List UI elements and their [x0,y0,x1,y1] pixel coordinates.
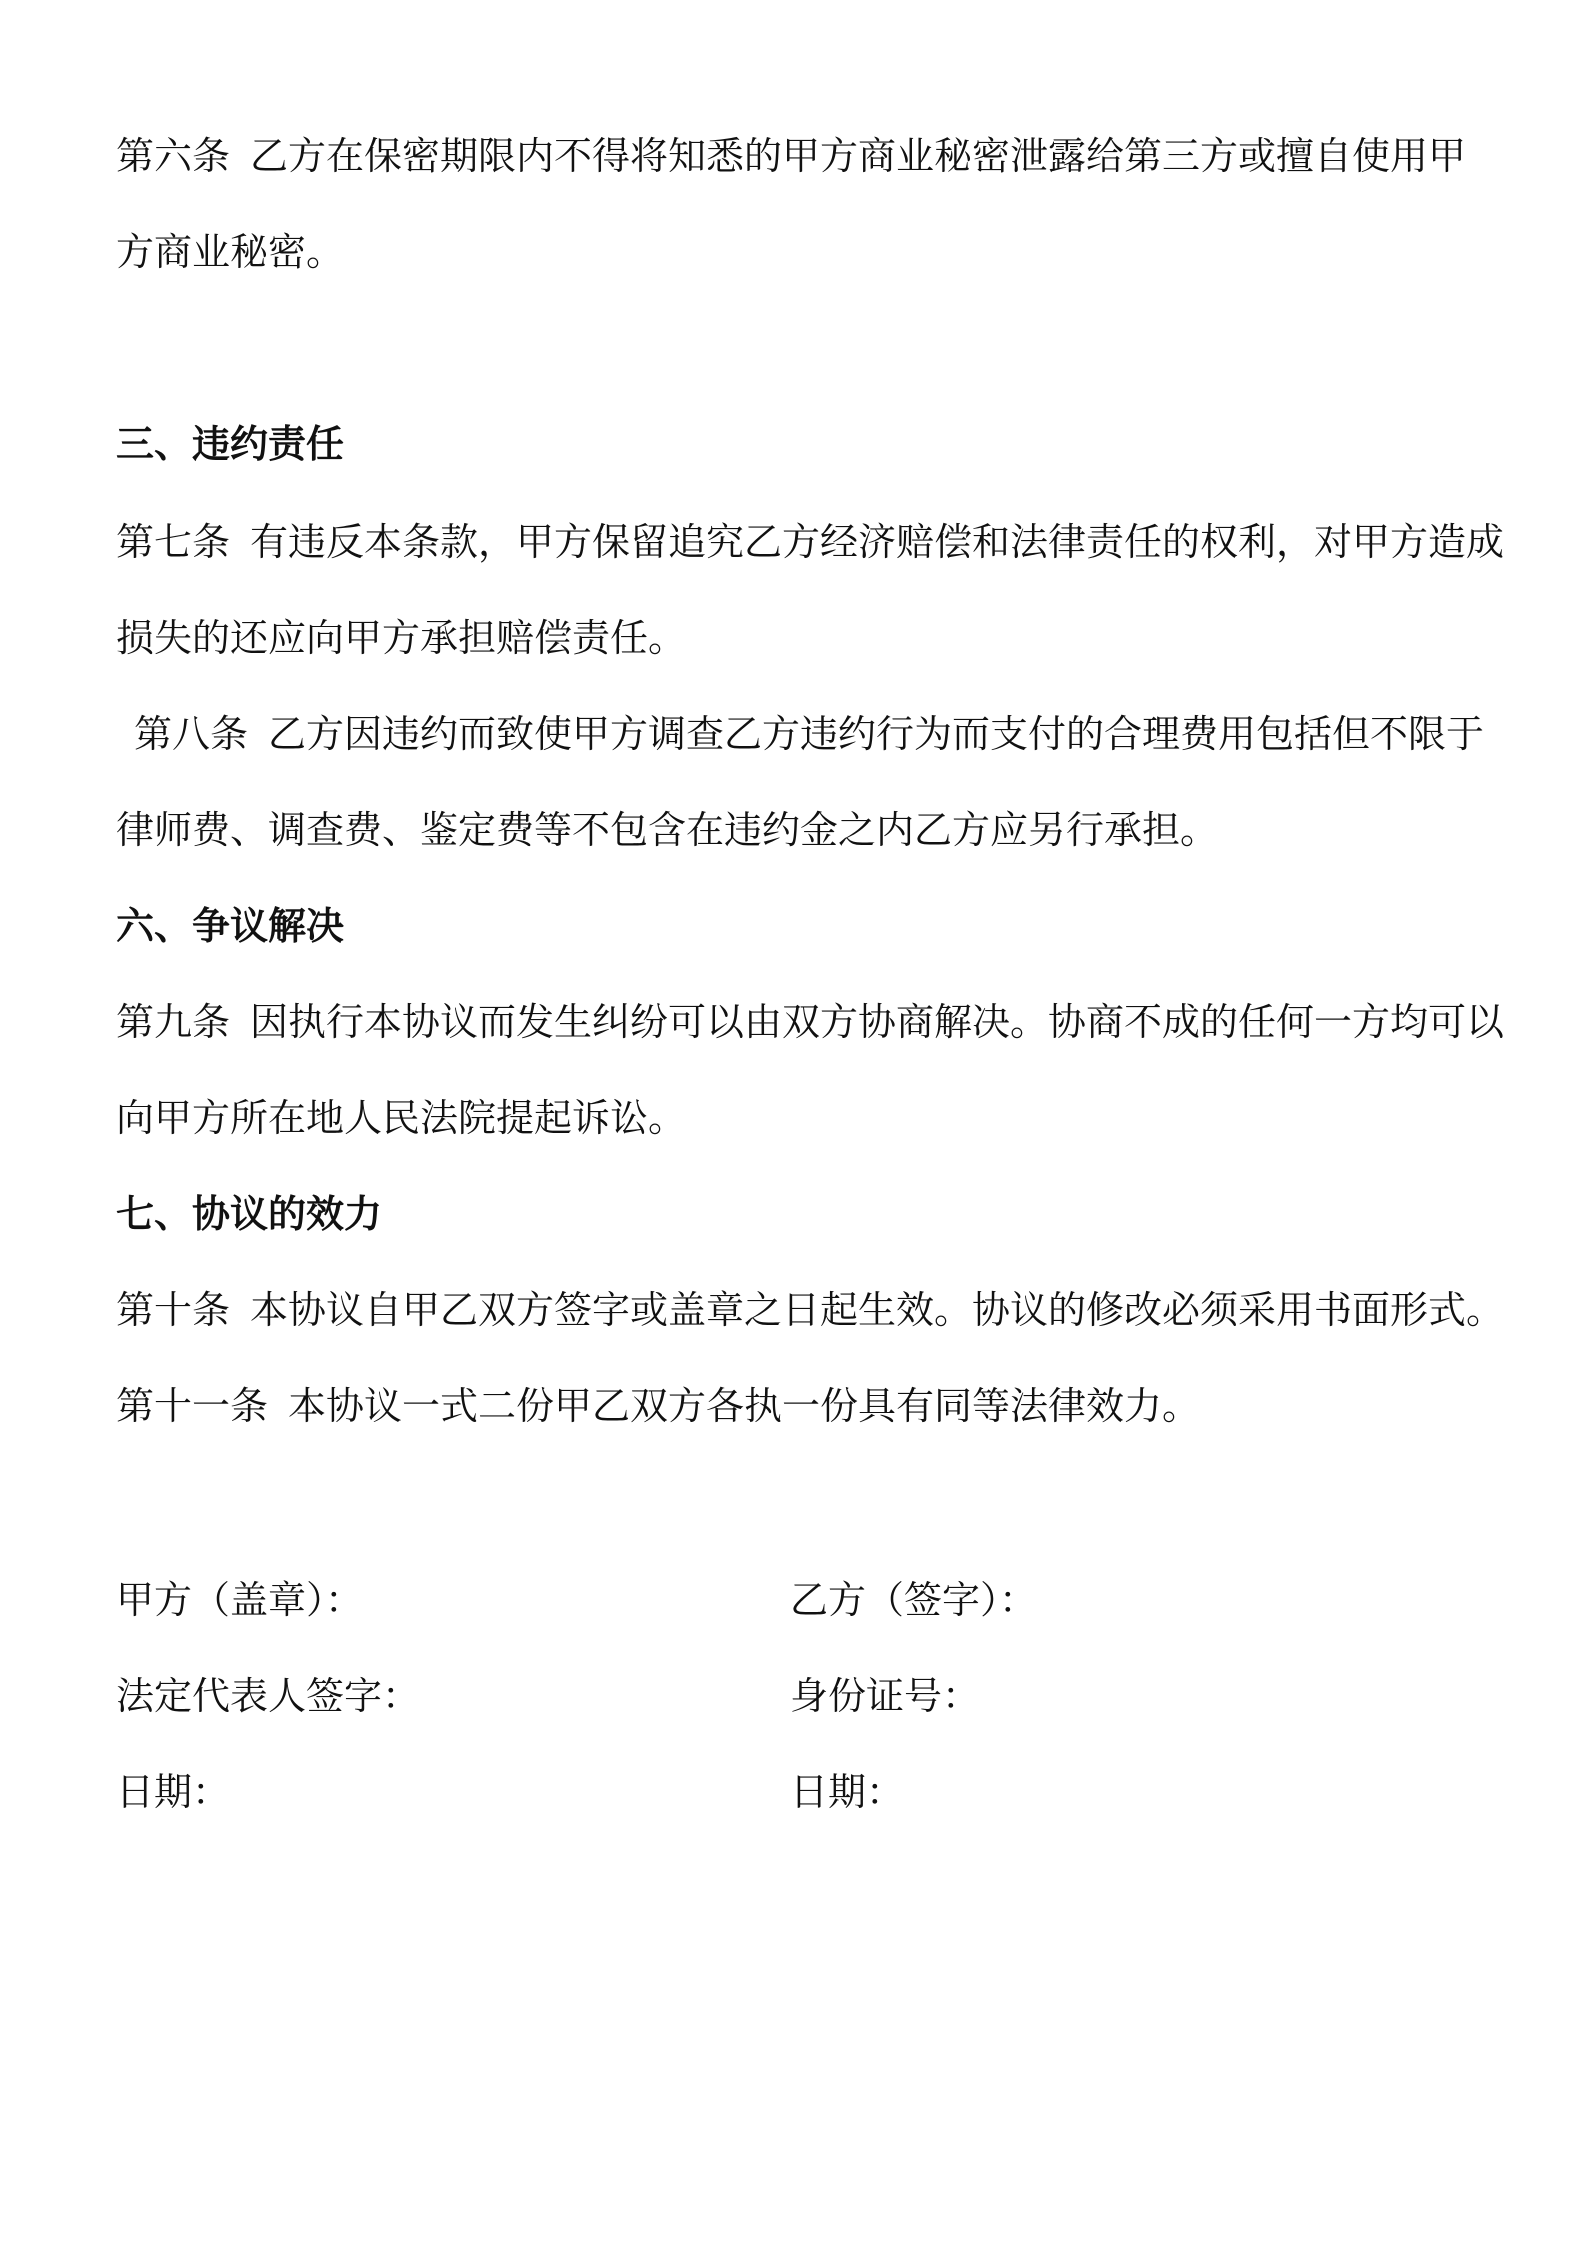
article-6-text-1: 乙方在保密期限内不得将知悉的甲方商业秘密泄露给第三方或擅自使用甲 [250,134,1467,178]
section-6-heading: 六、争议解决 [116,904,345,948]
article-7-line-2: 损失的还应向甲方承担赔偿责任。 [116,616,687,660]
article-7-text-1: 有违反本条款，甲方保留追究乙方经济赔偿和法律责任的权利，对甲方造成 [250,520,1505,564]
id-number-label: 身份证号： [790,1674,981,1718]
party-b-sign-label: 乙方（签字）： [790,1578,1038,1622]
article-8-number: 第八条 [134,712,249,756]
legal-rep-sign-label: 法定代表人签字： [116,1674,421,1718]
party-b-date-label: 日期： [790,1770,905,1814]
section-7-heading: 七、协议的效力 [116,1192,383,1236]
article-9-text-1: 因执行本协议而发生纠纷可以由双方协商解决。协商不成的任何一方均可以 [250,1000,1505,1044]
article-7-number: 第七条 [116,520,231,564]
article-8-text-1: 乙方因违约而致使甲方调查乙方违约行为而支付的合理费用包括但不限于 [268,712,1485,756]
article-11-text-1: 本协议一式二份甲乙双方各执一份具有同等法律效力。 [288,1384,1201,1428]
article-8-line-1 [134,710,1484,758]
article-6-number: 第六条 [116,134,231,178]
article-9-line-2: 向甲方所在地人民法院提起诉讼。 [116,1096,687,1140]
article-7-line-1 [116,518,1504,566]
article-11-line-1 [116,1382,1200,1430]
section-3-heading: 三、违约责任 [116,422,345,466]
article-8-line-2: 律师费、调查费、鉴定费等不包含在违约金之内乙方应另行承担。 [116,808,1219,852]
article-9-number: 第九条 [116,1000,231,1044]
article-10-line-1 [116,1286,1504,1334]
party-a-date-label: 日期： [116,1770,231,1814]
article-6-line-2: 方商业秘密。 [116,230,345,274]
article-10-number: 第十条 [116,1288,231,1332]
party-a-seal-label: 甲方（盖章）： [116,1578,364,1622]
article-6-line-1 [116,132,1466,180]
article-10-text-1: 本协议自甲乙双方签字或盖章之日起生效。协议的修改必须采用书面形式。 [250,1288,1505,1332]
article-9-line-1 [116,998,1504,1046]
article-11-number: 第十一条 [116,1384,269,1428]
